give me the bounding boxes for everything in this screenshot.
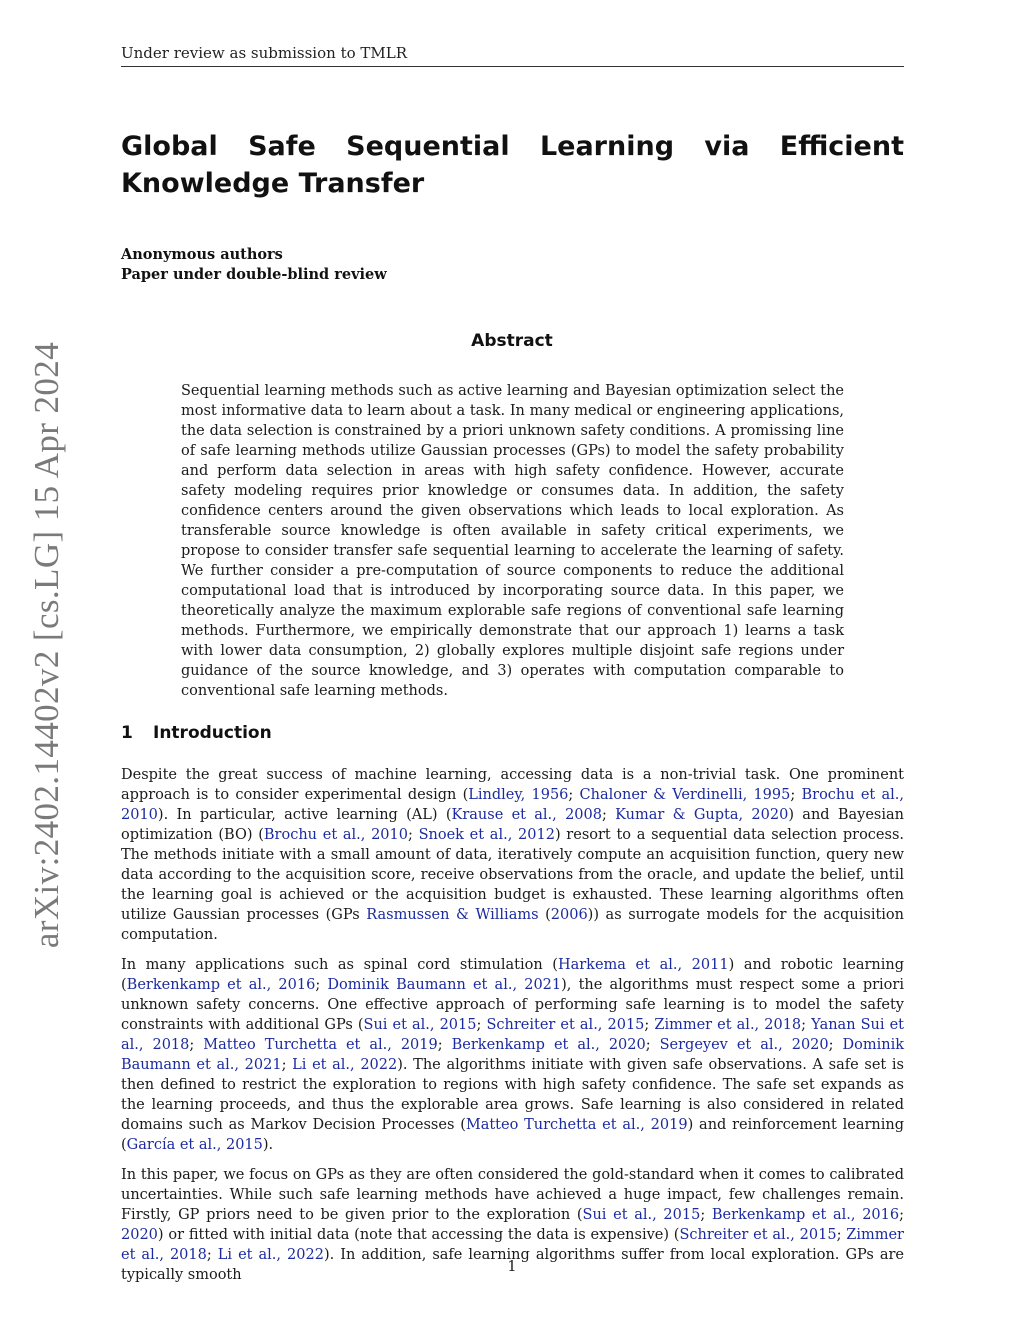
text-run: ; [476,1017,487,1033]
citation-link[interactable]: Sui et al., 2015 [363,1017,477,1033]
author-block [121,245,387,285]
text-run: ; [407,827,419,843]
text-run: ; [828,1037,843,1053]
text-run: ; [836,1227,847,1243]
text-run: ( [538,907,551,923]
text-run: )) as surrogate models for the acquisition computation. [121,907,904,943]
text-run: ) and reinforcement learning ( [121,1117,905,1153]
text-run: ), the algorithms must respect some a priori unknown safety concerns. One effective approach of performing safe learning is to model the safety constraints with additional GPs ( [121,977,904,1033]
citation-link[interactable]: Sergeyev et al., 2020 [659,1037,829,1053]
citation-link[interactable]: Li et al., 2022 [217,1247,324,1263]
authors: Anonymous authors [121,246,283,263]
arxiv-identifier: arXiv:2402.14402v2 [cs.LG] 15 Apr 2024 [27,341,66,949]
text-run: ) resort to a sequential data selection process. The methods initiate with a small amount of data, iteratively compute an acquisition function, query new data according to the acquisition score, receive observations from the oracle, and update the belief, until the learning goal is achieved or the acquisition budget is exhausted. These learning algorithms often utilize Gaussian processes (GPs [121,827,904,923]
text-run: ; [206,1247,218,1263]
text-run: ; [790,787,802,803]
text-run: ). [262,1137,274,1153]
citation-link[interactable]: Rasmussen & Williams [366,907,539,923]
text-run: In many applications such as spinal cord stimulation ( [121,957,558,973]
citation-link[interactable]: Chaloner & Verdinelli, 1995 [579,787,791,803]
citation-link[interactable]: García et al., 2015 [126,1137,263,1153]
introduction-body [121,765,904,1295]
citation-link[interactable]: Berkenkamp et al., 2020 [451,1037,646,1053]
text-run: ) or fitted with initial data (note that accessing the data is expensive) ( [157,1227,680,1243]
citation-link[interactable]: 2020 [121,1227,158,1243]
text-run: ; [315,977,328,993]
citation-link[interactable]: Matteo Turchetta et al., 2019 [465,1117,688,1133]
text-run: ). In particular, active learning (AL) ( [157,807,452,823]
citation-link[interactable]: Yanan Sui et al., 2018 [121,1017,905,1053]
citation-link[interactable]: Lindley, 1956 [468,787,569,803]
section-number: 1 [121,723,133,743]
citation-link[interactable]: Snoek et al., 2012 [418,827,555,843]
citation-link[interactable]: Brochu et al., 2010 [121,787,904,823]
citation-link[interactable]: Berkenkamp et al., 2016 [126,977,316,993]
page-number: 1 [507,1259,517,1275]
paragraph-1 [121,765,904,945]
citation-link[interactable]: Krause et al., 2008 [451,807,602,823]
text-run: ; [899,1207,904,1223]
text-run: ; [437,1037,452,1053]
paper-title: Global Safe Sequential Learning via Efficient Knowledge Transfer [121,131,904,199]
text-run: ). In addition, safe learning algorithms suffer from local exploration. GPs are typically smooth [121,1247,905,1283]
citation-link[interactable]: Zimmer et al., 2018 [121,1227,904,1263]
citation-link[interactable]: Schreiter et al., 2015 [679,1227,837,1243]
text-run: In this paper, we focus on GPs as they are often considered the gold-standard when it comes to calibrated uncertainties. While such safe learning methods have achieved a huge impact, few challenges remain. Firstly, GP priors need to be given prior to the exploration ( [121,1167,904,1223]
text-run: ; [281,1057,293,1073]
abstract-heading: Abstract [471,331,553,351]
citation-link[interactable]: Schreiter et al., 2015 [486,1017,645,1033]
text-run: Despite the great success of machine learning, accessing data is a non-trivial task. One prominent approach is to consider experimental design ( [121,767,904,803]
citation-link[interactable]: Zimmer et al., 2018 [654,1017,802,1033]
text-run: ; [189,1037,204,1053]
citation-link[interactable]: Li et al., 2022 [292,1057,398,1073]
text-run: ). The algorithms initiate with given safe observations. A safe set is then defined to restrict the exploration to regions with high safety confidence. The safe set expands as the learning proceeds, and thus the explorable area grows. Safe learning is also considered in related domains such as Markov Decision Processes ( [121,1057,904,1133]
text-run: ) and Bayesian optimization (BO) ( [121,807,904,843]
running-head: Under review as submission to TMLR [121,44,904,67]
text-run: ; [568,787,580,803]
citation-link[interactable]: Harkema et al., 2011 [557,957,729,973]
paragraph-2 [121,955,904,1155]
text-run: ; [645,1037,660,1053]
citation-link[interactable]: Berkenkamp et al., 2016 [711,1207,900,1223]
citation-link[interactable]: 2006 [550,907,588,923]
citation-link[interactable]: Sui et al., 2015 [582,1207,701,1223]
text-run: ; [801,1017,812,1033]
section-title: Introduction [153,723,272,743]
citation-link[interactable]: Dominik Baumann et al., 2021 [327,977,562,993]
review-note: Paper under double-blind review [121,266,387,283]
text-run: ; [601,807,616,823]
citation-link[interactable]: Brochu et al., 2010 [263,827,408,843]
citation-link[interactable]: Kumar & Gupta, 2020 [615,807,789,823]
text-run: ; [700,1207,712,1223]
citation-link[interactable]: Matteo Turchetta et al., 2019 [203,1037,438,1053]
abstract-text: Sequential learning methods such as active learning and Bayesian optimization select the most informative data to learn about a task. In many medical or engineering applications, the data selection is constrained by a priori unknown safety conditions. A promissing line of safe learning methods utilize Gaussian processes (GPs) to model the safety probability and perform data selection in areas with high safety confidence. However, accurate safety modeling requires prior knowledge or consumes data. In addition, the safety confidence centers around the given observations which leads to local exploration. As transferable source knowledge is often available in safety critical experiments, we propose to consider transfer safe sequential learning to accelerate the learning of safety. We further consider a pre-computation of source components to reduce the additional computational load that is introduced by incorporating source data. In this paper, we theoretically analyze the maximum explorable safe regions of conventional safe learning methods. Furthermore, we empirically demonstrate that our approach 1) learns a task with lower data consumption, 2) globally explores multiple disjoint safe regions under guidance of the source knowledge, and 3) operates with computation comparable to conventional safe learning methods. [181,383,844,699]
text-run: ) and robotic learning ( [121,957,904,993]
text-run: ; [644,1017,655,1033]
citation-link[interactable]: Dominik Baumann et al., 2021 [121,1037,905,1073]
section-heading-introduction [121,722,272,744]
